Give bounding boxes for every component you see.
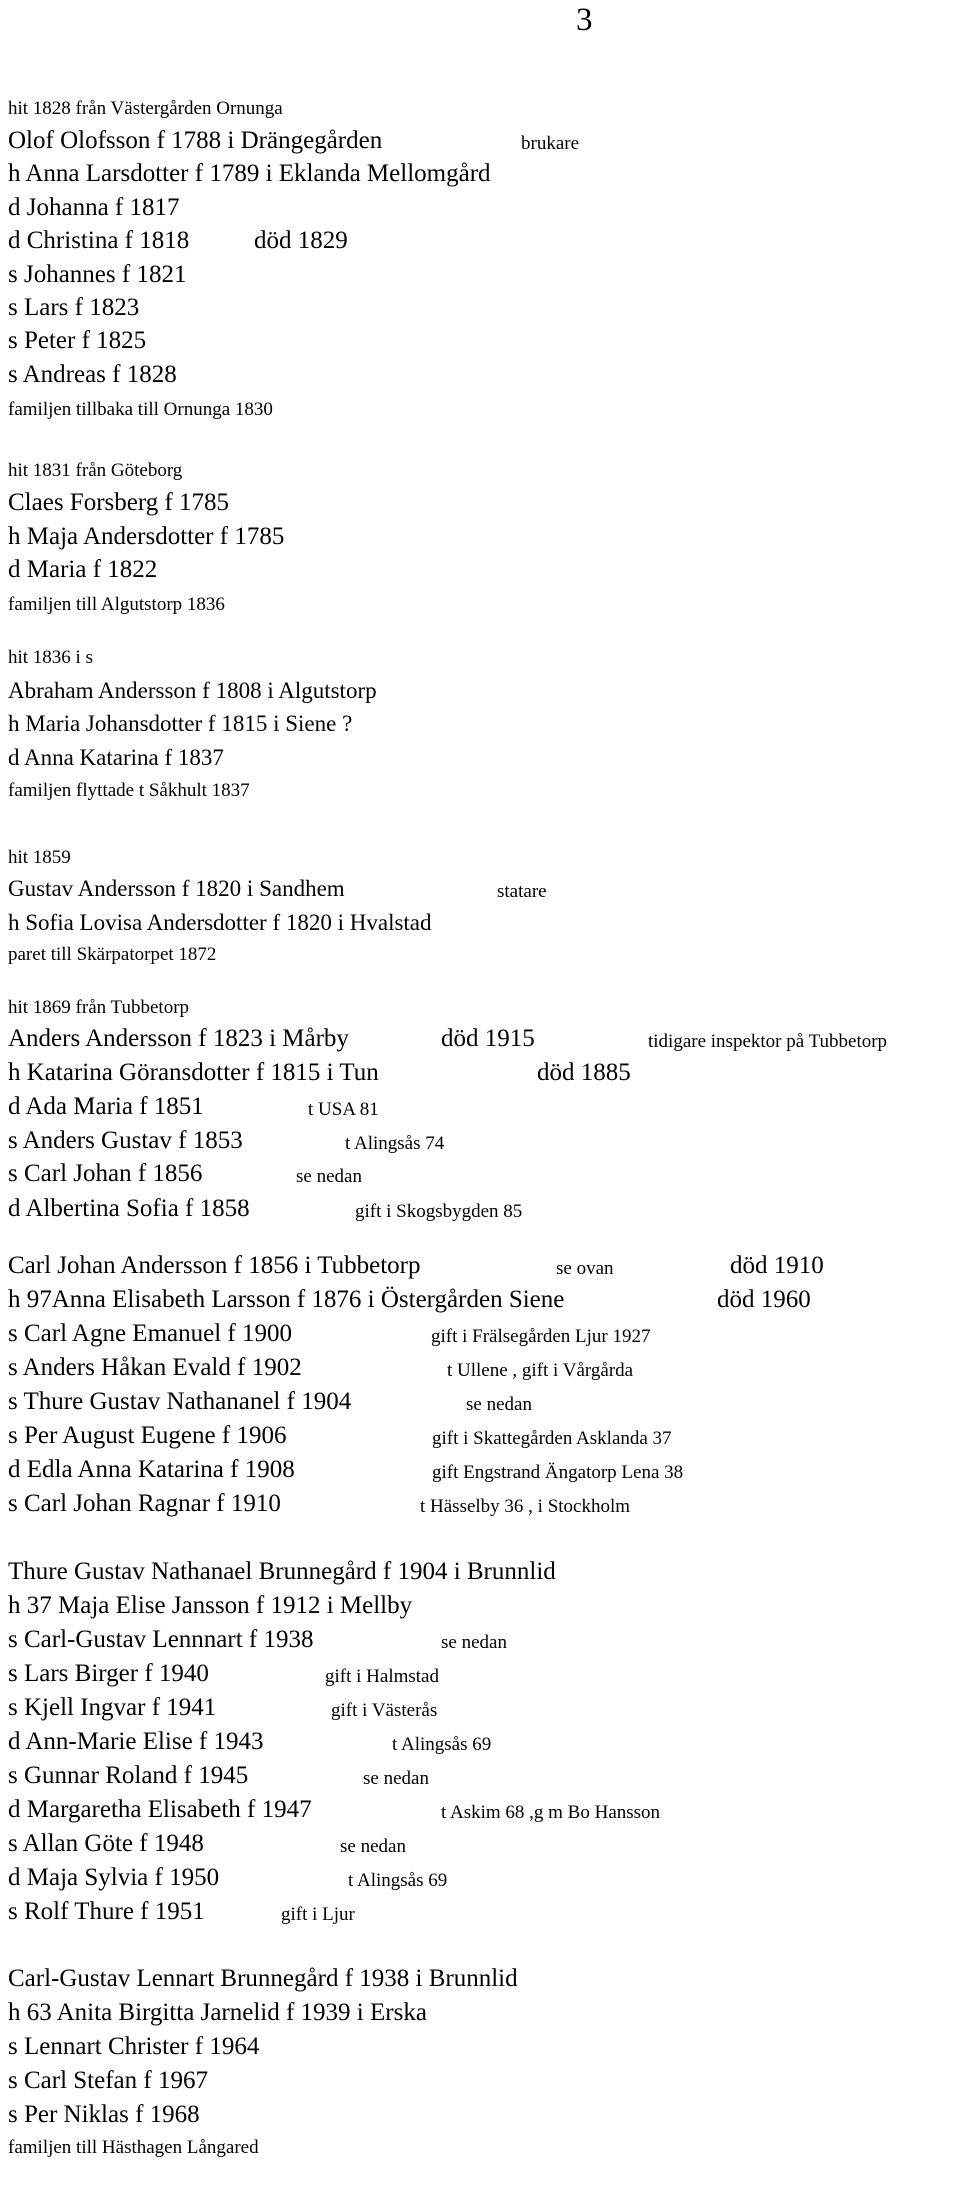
wife: h Maja Andersdotter f 1785	[8, 523, 285, 550]
child-note: gift i Halmstad	[325, 1666, 439, 1687]
child-note: gift i Ljur	[281, 1904, 355, 1925]
wife: h 97Anna Elisabeth Larsson f 1876 i Östergården Siene	[8, 1286, 565, 1313]
child-note: t Alingsås 69	[348, 1870, 448, 1891]
page-number: 3	[576, 2, 593, 38]
family-note: familjen till Hästhagen Långared	[8, 2137, 259, 2158]
child: s Carl Stefan f 1967	[8, 2067, 208, 2094]
family-note: paret till Skärpatorpet 1872	[8, 944, 217, 965]
child: d Edla Anna Katarina f 1908	[8, 1456, 295, 1483]
child-note: t USA 81	[308, 1099, 379, 1120]
child: d Maja Sylvia f 1950	[8, 1864, 220, 1891]
child: d Margaretha Elisabeth f 1947	[8, 1796, 312, 1823]
child-note: t Alingsås 74	[345, 1133, 445, 1154]
child-note: t Askim 68 ,g m Bo Hansson	[441, 1802, 661, 1823]
child: s Kjell Ingvar f 1941	[8, 1694, 217, 1721]
child: d Albertina Sofia f 1858	[8, 1195, 250, 1222]
child: d Anna Katarina f 1837	[8, 745, 224, 770]
wife: h 63 Anita Birgitta Jarnelid f 1939 i Erska	[8, 1999, 427, 2026]
head-of-household: Carl-Gustav Lennart Brunnegård f 1938 i Brunnlid	[8, 1965, 518, 1992]
child-note: gift Engstrand Ängatorp Lena 38	[432, 1462, 684, 1483]
child: d Christina f 1818	[8, 227, 190, 254]
child: d Maria f 1822	[8, 556, 158, 583]
child-note: gift i Skogsbygden 85	[355, 1201, 523, 1222]
child: s Andreas f 1828	[8, 361, 177, 388]
death-year: död 1885	[537, 1059, 631, 1086]
child-note: t Hässelby 36 , i Stockholm	[420, 1496, 631, 1517]
occupation: brukare	[521, 133, 580, 154]
arrival-note: hit 1828 från Västergården Ornunga	[8, 98, 283, 119]
head-of-household: Gustav Andersson f 1820 i Sandhem	[8, 876, 345, 901]
child-note: gift i Frälsegården Ljur 1927	[431, 1326, 651, 1347]
child: s Per August Eugene f 1906	[8, 1422, 287, 1449]
child: s Thure Gustav Nathananel f 1904	[8, 1388, 352, 1415]
child-note: gift i Västerås	[331, 1700, 438, 1721]
head-of-household: Olof Olofsson f 1788 i Drängegården	[8, 127, 383, 154]
child: d Johanna f 1817	[8, 194, 180, 221]
death-year: död 1915	[441, 1025, 535, 1052]
wife: h Sofia Lovisa Andersdotter f 1820 i Hvalstad	[8, 910, 432, 935]
child: s Carl Johan Ragnar f 1910	[8, 1490, 281, 1517]
child-note: se nedan	[466, 1394, 532, 1415]
arrival-note: hit 1869 från Tubbetorp	[8, 997, 190, 1018]
child: d Ann-Marie Elise f 1943	[8, 1728, 264, 1755]
child: s Peter f 1825	[8, 327, 147, 354]
child-note: se nedan	[441, 1632, 507, 1653]
wife: h 37 Maja Elise Jansson f 1912 i Mellby	[8, 1592, 413, 1619]
head-of-household: Abraham Andersson f 1808 i Algutstorp	[8, 678, 377, 703]
child-note: gift i Skattegården Asklanda 37	[432, 1428, 672, 1449]
child: s Allan Göte f 1948	[8, 1830, 204, 1857]
wife: h Anna Larsdotter f 1789 i Eklanda Mellomgård	[8, 160, 491, 187]
death-year: död 1910	[730, 1252, 824, 1279]
child: s Lars f 1823	[8, 294, 140, 321]
occupation: tidigare inspektor på Tubbetorp	[648, 1031, 888, 1052]
family-note: familjen till Algutstorp 1836	[8, 594, 225, 615]
child: s Johannes f 1821	[8, 261, 187, 288]
head-of-household: Thure Gustav Nathanael Brunnegård f 1904 i Brunnlid	[8, 1558, 556, 1585]
child: s Per Niklas f 1968	[8, 2101, 200, 2128]
wife: h Maria Johansdotter f 1815 i Siene ?	[8, 711, 353, 736]
child: s Lars Birger f 1940	[8, 1660, 209, 1687]
child-note: se nedan	[296, 1166, 362, 1187]
arrival-note: hit 1836 i s	[8, 647, 93, 668]
occupation: statare	[497, 881, 547, 902]
head-of-household: Carl Johan Andersson f 1856 i Tubbetorp	[8, 1252, 421, 1279]
head-of-household: Claes Forsberg f 1785	[8, 489, 230, 516]
child-note: se nedan	[363, 1768, 429, 1789]
child-note: t Ullene , gift i Vårgårda	[447, 1360, 634, 1381]
child: s Carl-Gustav Lennnart f 1938	[8, 1626, 314, 1653]
child-note: t Alingsås 69	[392, 1734, 492, 1755]
child: s Anders Håkan Evald f 1902	[8, 1354, 302, 1381]
death-year: död 1960	[717, 1286, 811, 1313]
child: s Anders Gustav f 1853	[8, 1127, 243, 1154]
child-note: se nedan	[340, 1836, 406, 1857]
arrival-note: hit 1859	[8, 847, 71, 868]
child: s Carl Johan f 1856	[8, 1160, 203, 1187]
family-note: familjen tillbaka till Ornunga 1830	[8, 399, 273, 420]
child: s Carl Agne Emanuel f 1900	[8, 1320, 292, 1347]
death-year: död 1829	[254, 227, 348, 254]
child: s Rolf Thure f 1951	[8, 1898, 205, 1925]
head-of-household: Anders Andersson f 1823 i Mårby	[8, 1025, 349, 1052]
wife: h Katarina Göransdotter f 1815 i Tun	[8, 1059, 379, 1086]
child: s Lennart Christer f 1964	[8, 2033, 260, 2060]
child: s Gunnar Roland f 1945	[8, 1762, 249, 1789]
arrival-note: hit 1831 från Göteborg	[8, 460, 183, 481]
cross-reference: se ovan	[556, 1258, 614, 1279]
family-note: familjen flyttade t Såkhult 1837	[8, 780, 250, 801]
child: d Ada Maria f 1851	[8, 1093, 204, 1120]
